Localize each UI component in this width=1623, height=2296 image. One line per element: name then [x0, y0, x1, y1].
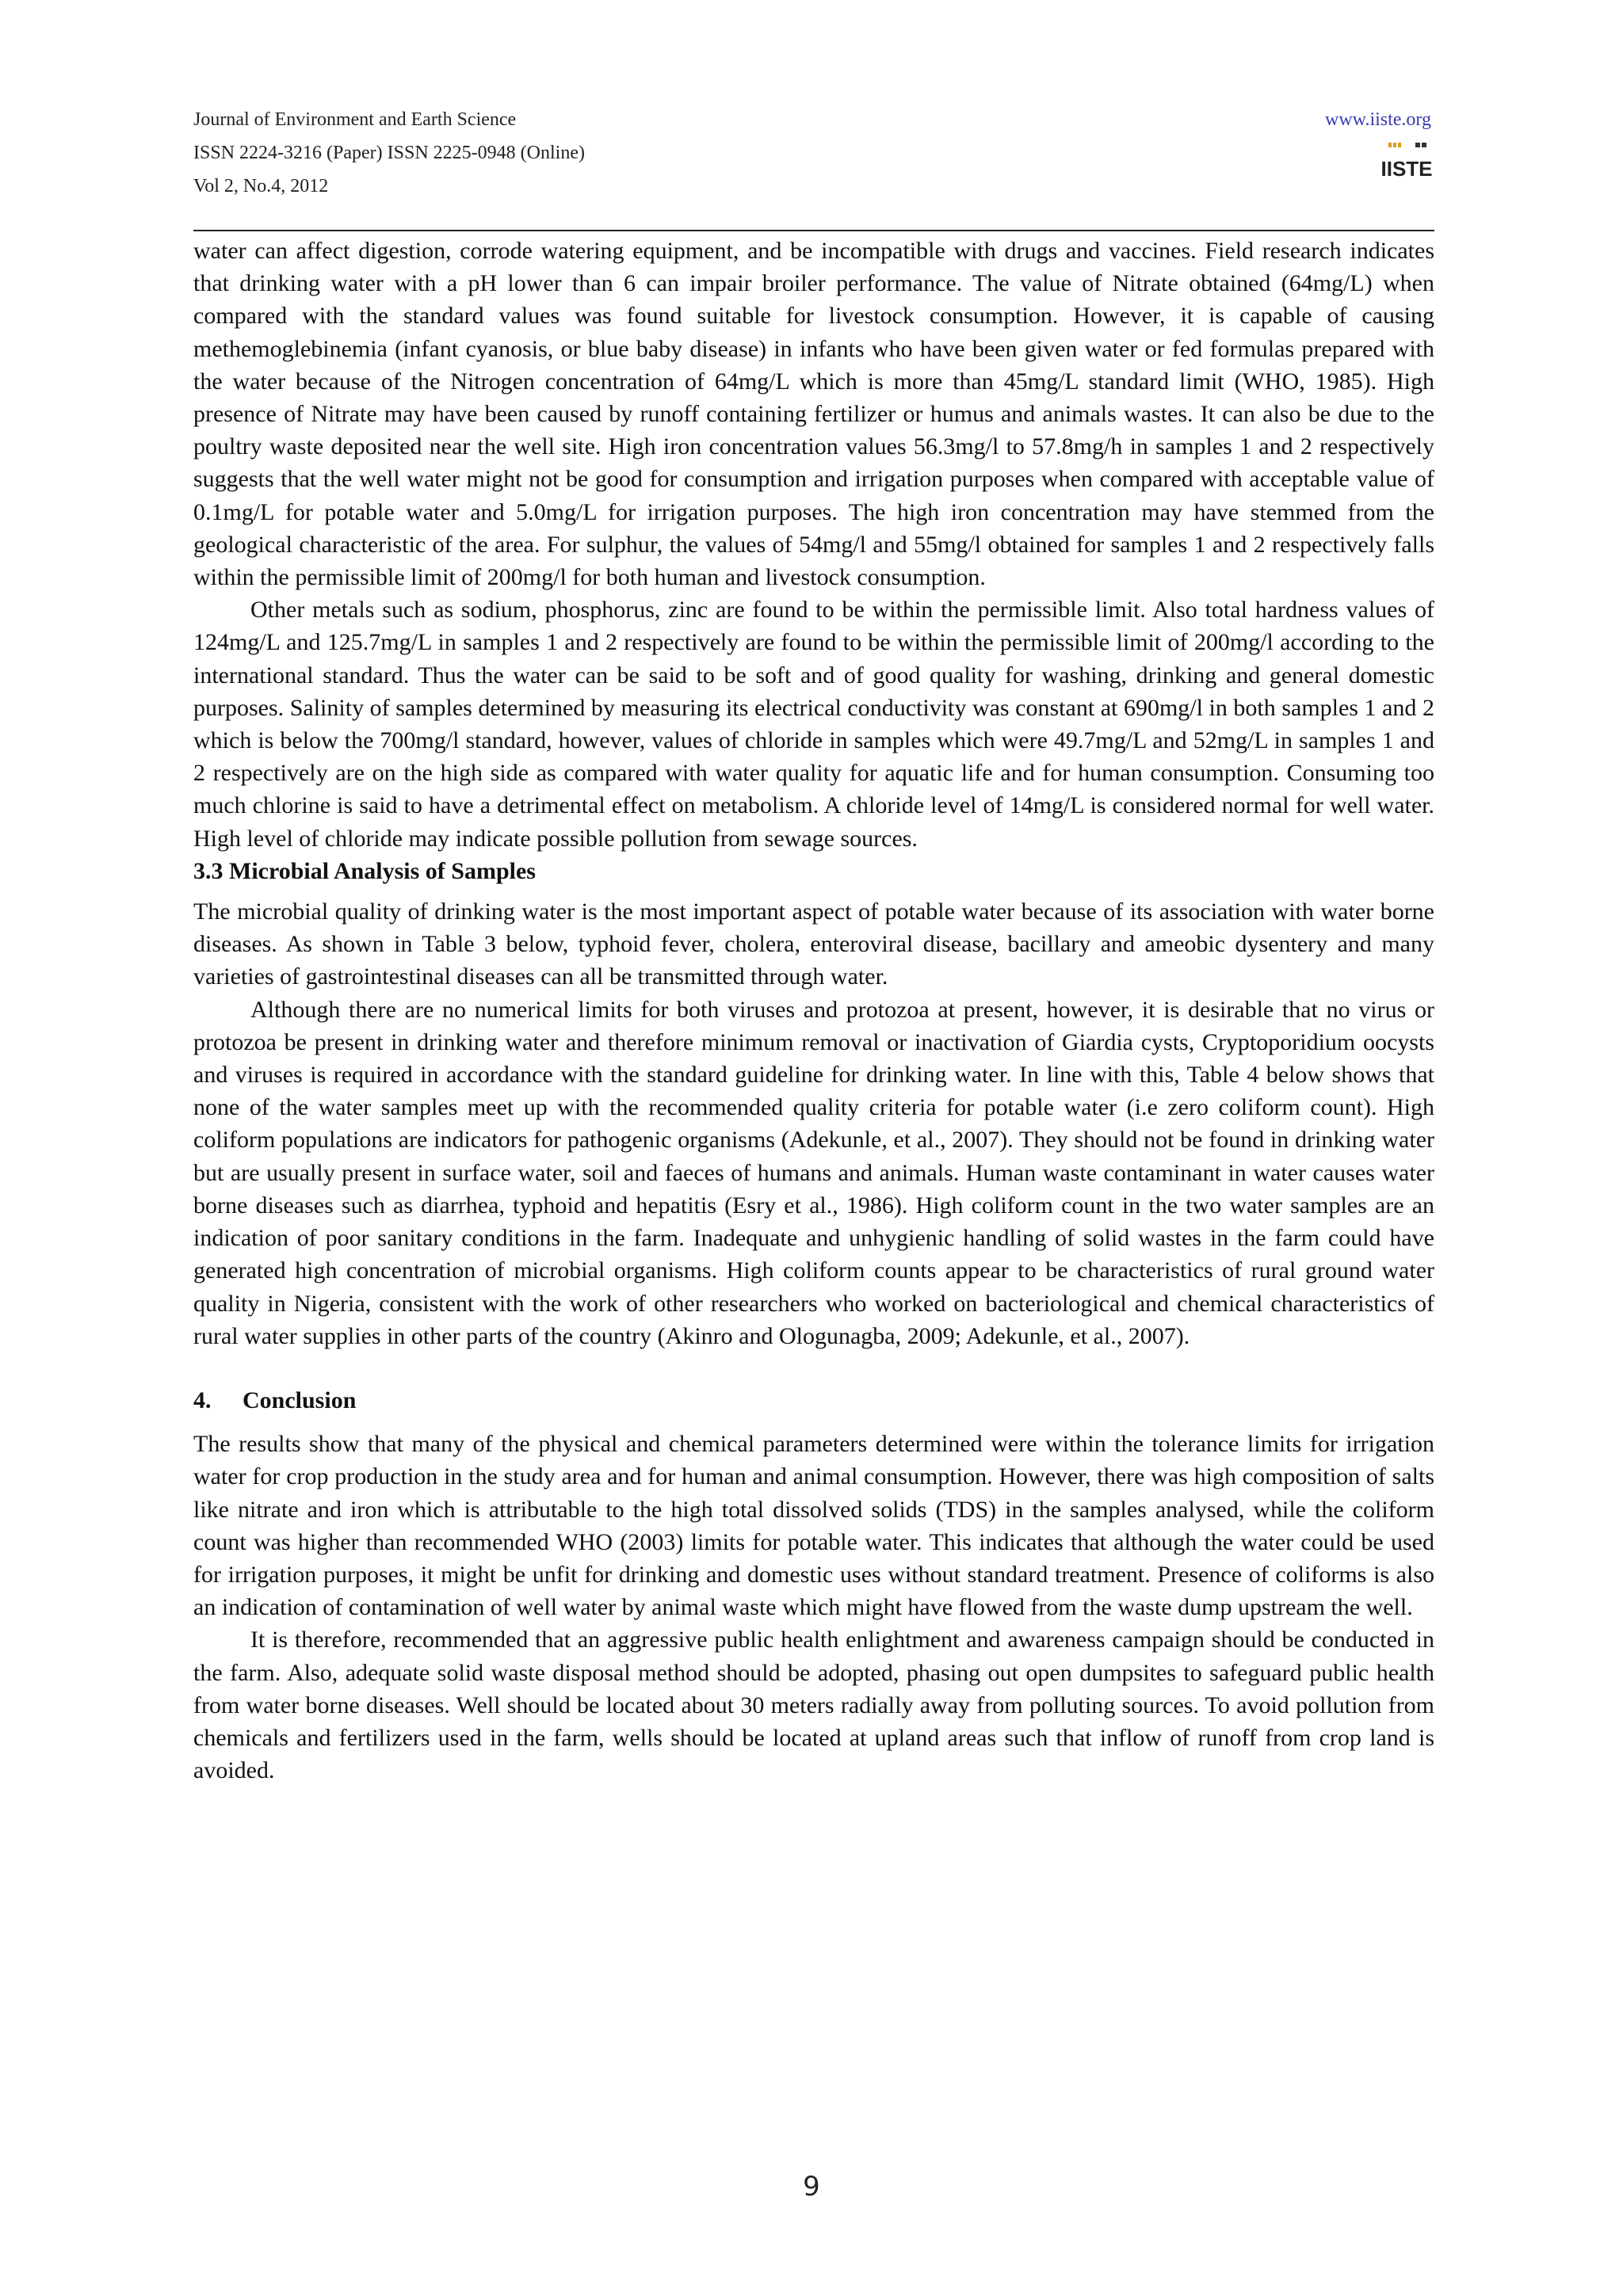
journal-url-link[interactable]: www.iiste.org [1325, 109, 1431, 130]
section-title: Conclusion [242, 1386, 357, 1413]
spacer [193, 1352, 1434, 1368]
paragraph-conclusion-results: The results show that many of the physical and chemical parameters determined were within the tolerance limits for irrigation water for crop production in the study area and for human and animal consumption. However, there was high composition of salts like nitrate and iron which is attributable to the high total dissolved solids (TDS) in the samples analysed, while the coliform count was higher than recommended WHO (2003) limits for potable water. This indicates that although the water could be used for irrigation purposes, it might be unfit for drinking and domestic uses without standard treatment. Presence of coliforms is also an indication of contamination of well water by animal waste which might have flowed from the waste dump upstream the well. [193, 1431, 1434, 1621]
volume-line: Vol 2, No.4, 2012 [193, 176, 329, 196]
iiste-logo-icon [1381, 141, 1433, 184]
paragraph-other-metals: Other metals such as sodium, phosphorus, zinc are found to be within the permissible limit. Also total hardness values of 124mg/L and 125.7mg/L in samples 1 and 2 respectively are found to be within the permissible limit of 200mg/l according to the international standard. Thus the water can be said to be soft and of good quality for washing, drinking and general domestic purposes. Salinity of samples determined by measuring its electrical conductivity was constant at 690mg/l in both samples 1 and 2 which is below the 700mg/l standard, however, values of chloride in samples which were 49.7mg/L and 52mg/L in samples 1 and 2 respectively are on the high side as compared with water quality for aquatic life and for human consumption. Consuming too much chlorine is said to have a detrimental effect on metabolism. A chloride level of 14mg/L is considered normal for well water. High level of chloride may indicate possible pollution from sewage sources. [193, 597, 1434, 852]
paragraph-microbial-quality: The microbial quality of drinking water is the most important aspect of potable water because of its association with water borne diseases. As shown in Table 3 below, typhoid fever, cholera, enteroviral disease, bacillary and ameobic dysentery and many varieties of gastrointestinal diseases can all be transmitted through water. [193, 898, 1434, 990]
paragraph-recommendation: It is therefore, recommended that an aggressive public health enlightment and awareness campaign should be conducted in the farm. Also, adequate solid waste disposal method should be adopted, phasing out open dumpsites to safeguard public health from water borne diseases. Well should be located about 30 meters radially away from polluting sources. To avoid pollution from chemicals and fertilizers used in the farm, wells should be located at upland areas such that inflow of runoff from crop land is avoided. [193, 1627, 1434, 1784]
journal-name: Journal of Environment and Earth Science [193, 109, 517, 130]
section-heading-conclusion [193, 1384, 1434, 1417]
main-text [193, 235, 1434, 1787]
issn-line: ISSN 2224-3216 (Paper) ISSN 2225-0948 (Online) [193, 143, 585, 163]
running-header [193, 103, 1434, 230]
section-heading-3-3: 3.3 Microbial Analysis of Samples [193, 857, 536, 884]
svg-text:IISTE: IISTE [1381, 157, 1433, 181]
section-number: 4. [193, 1386, 212, 1413]
paragraph-coliform: Although there are no numerical limits for both viruses and protozoa at present, however, it is desirable that no virus or protozoa be present in drinking water and therefore minimum removal or inactivation of Giardia cysts, Cryptoporidium oocysts and viruses is required in accordance with the standard guideline for drinking water. In line with this, Table 4 below shows that none of the water samples meet up with the recommended quality criteria for potable water (i.e zero coliform count). High coliform populations are indicators for pathogenic organisms (Adekunle, et al., 2007). They should not be found in drinking water but are usually present in surface water, soil and faeces of humans and animals. Human waste contaminant in water causes water borne diseases such as diarrhea, typhoid and hepatitis (Esry et al., 1986). High coliform count in the two water samples are an indication of poor sanitary conditions in the farm. Inadequate and unhygienic handling of solid wastes in the farm could have generated high concentration of microbial organisms. High coliform counts appear to be characteristics of rural ground water quality in Nigeria, consistent with the work of other researchers who worked on bacteriological and chemical characteristics of rural water supplies in other parts of the country (Akinro and Ologunagba, 2009; Adekunle, et al., 2007). [193, 996, 1434, 1349]
page-number: 9 [803, 2171, 820, 2203]
header-rule [193, 230, 1434, 231]
paragraph-continued: water can affect digestion, corrode watering equipment, and be incompatible with drugs and vaccines. Field research indicates that drinking water with a pH lower than 6 can impair broiler performance. The value of Nitrate obtained (64mg/L) when compared with the standard values was found suitable for livestock consumption. However, it is capable of causing methemoglebinemia (infant cyanosis, or blue baby disease) in infants who have been given water or fed formulas prepared with the water because of the Nitrogen concentration of 64mg/L which is more than 45mg/L standard limit (WHO, 1985). High presence of Nitrate may have been caused by runoff containing fertilizer or humus and animals wastes. It can also be due to the poultry waste deposited near the well site. High iron concentration values 56.3mg/l to 57.8mg/h in samples 1 and 2 respectively suggests that the well water might not be good for consumption and irrigation purposes when compared with acceptable value of 0.1mg/L for potable water and 5.0mg/L for irrigation purposes. The high iron concentration may have stemmed from the geological characteristic of the area. For sulphur, the values of 54mg/l and 55mg/l obtained for samples 1 and 2 respectively falls within the permissible limit of 200mg/l for both human and livestock consumption. [193, 238, 1434, 591]
